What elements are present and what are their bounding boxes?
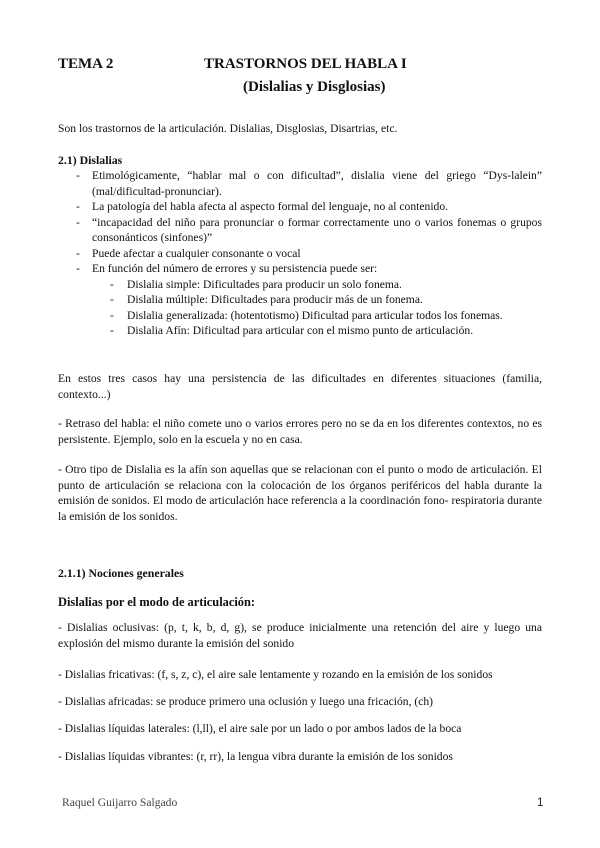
speech-delay-paragraph: - Retraso del habla: el niño comete uno o varios errores pero no se da en los diferentes contextos, no es persistente. Ejemplo, solo en la escuela y no en casa. (58, 417, 542, 446)
persistence-paragraph: En estos tres casos hay una persistencia de las dificultades en diferentes situaciones (familia, contexto...) (58, 372, 542, 401)
list-item: - Puede afectar a cualquier consonante o vocal (76, 246, 301, 260)
section-heading-dislalias: 2.1) Dislalias (58, 153, 123, 167)
oclusivas-item: - Dislalias oclusivas: (p, t, k, b, d, g), se produce inicialmente una retención del aire y luego una explosión del mismo durante la emisión del sonido (58, 621, 542, 650)
list-item: - Dislalia generalizada: (hotentotismo) Dificultad para articular todos los fonemas. (110, 308, 503, 322)
list-item: - Dislalia múltiple: Dificultades para producir más de un fonema. (110, 293, 423, 306)
list-item: - Dislalia Afín: Dificultad para articular con el mismo punto de articulación. (110, 324, 474, 337)
liquidas-laterales-item: - Dislalias líquidas laterales: (l,ll), el aire sale por un lado o por ambos lados de la boca (58, 722, 462, 735)
page-number: 1 (537, 796, 544, 809)
intro-paragraph: Son los trastornos de la articulación. Dislalias, Disglosias, Disartrias, etc. (58, 122, 398, 135)
liquidas-vibrantes-item: - Dislalias líquidas vibrantes: (r, rr), la lengua vibra durante la emisión de los sonidos (58, 750, 453, 763)
africadas-item: - Dislalias africadas: se produce primero una oclusión y luego una fricación, (ch) (58, 695, 434, 708)
footer-author: Raquel Guijarro Salgado (62, 796, 178, 809)
subheading-modo-articulacion: Dislalias por el modo de articulación: (58, 595, 255, 609)
section-heading-nociones: 2.1.1) Nociones generales (58, 566, 184, 580)
fricativas-item: - Dislalias fricativas: (f, s, z, c), el aire sale lentamente y rozando en la emisión de los sonidos (58, 668, 493, 681)
afin-dislalia-paragraph: - Otro tipo de Dislalia es la afín son aquellas que se relacionan con el punto o modo de articulación. El punto de articulación se relaciona con la colocación de los órganos periféricos del habla durante la emisión de sonidos. El modo de articulación hace referencia a la coordinación fono- respiratoria durante la emisión de los sonidos. (58, 463, 542, 523)
list-item: - En función del número de errores y su persistencia puede ser: - Dislalia simple: Dificultades para producir un solo fonema. - Dislalia múltiple: Dificultades para producir más de un fonema. - Dislalia generalizada: (hotentotismo) Dificultad para articular todos los fonemas. - Dislalia Afín: Dificultad para articular con el mismo punto de articulación. (58, 261, 542, 339)
list-item: - La patología del habla afecta al aspecto formal del lenguaje, no al contenido. (76, 200, 449, 213)
topic-label: TEMA 2 (58, 56, 114, 72)
dislalias-bullet-list (58, 168, 542, 339)
list-item: - “incapacidad del niño para pronunciar o formar correctamente uno o varios fonemas o grupos consonánticos (sinfones)” (76, 215, 542, 244)
list-item: - Dislalia simple: Dificultades para producir un solo fonema. (110, 277, 402, 291)
dislalia-types-list (92, 277, 542, 339)
page-title: TRASTORNOS DEL HABLA I (204, 56, 407, 72)
page-subtitle: (Dislalias y Disglosias) (243, 79, 386, 95)
list-item: - Etimológicamente, “hablar mal o con dificultad”, dislalia viene del griego “Dys-lalein” (mal/dificultad-pronunciar). (76, 169, 542, 198)
